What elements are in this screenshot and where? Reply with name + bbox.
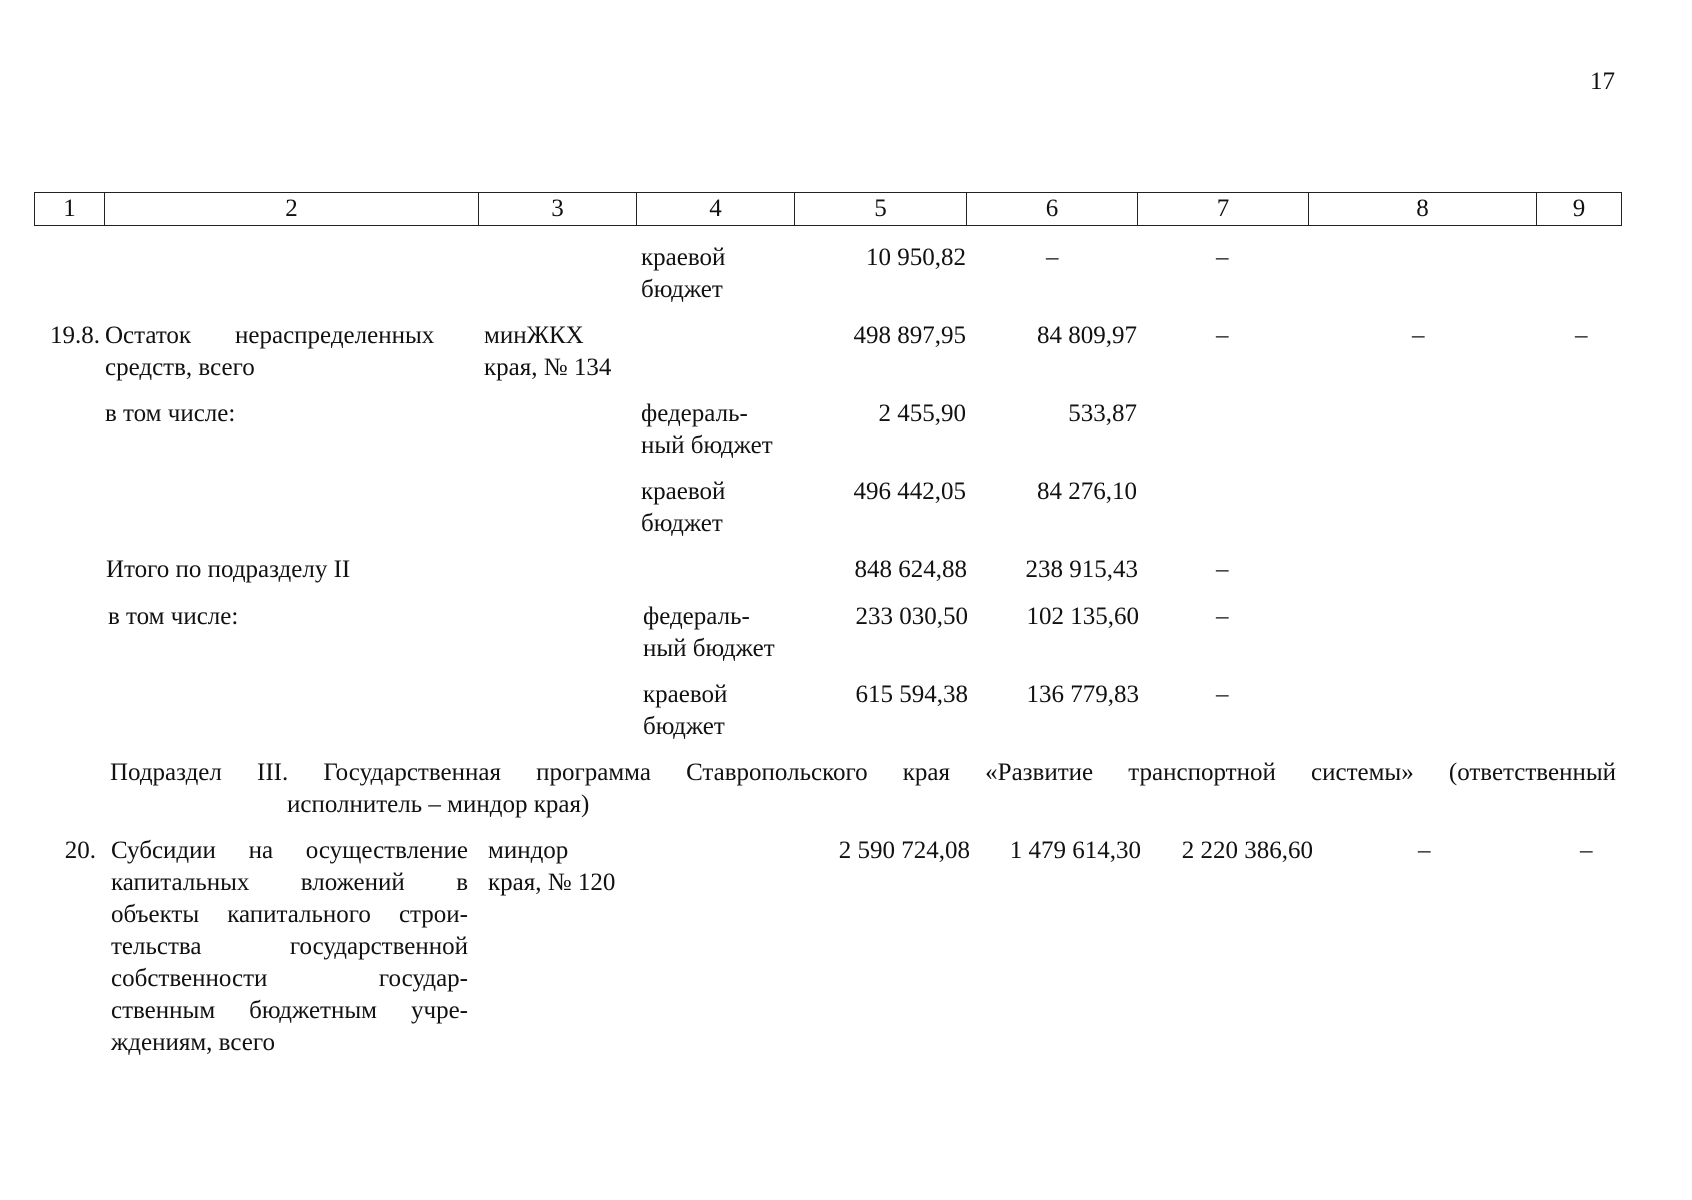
budget-label: федераль-	[641, 400, 748, 427]
dash-col9: –	[1575, 322, 1588, 349]
value-col5: 2 590 724,08	[838, 837, 970, 864]
item-name-line: собственности государ-	[111, 965, 468, 992]
value-col5: 10 950,82	[866, 244, 966, 271]
item-name-line: объекты капитального строи-	[111, 901, 468, 928]
value-col5: 615 594,38	[855, 681, 968, 708]
dash-col9: –	[1580, 837, 1593, 864]
column-header-4: 4	[637, 193, 795, 226]
item-name-line: ственным бюджетным учре-	[111, 997, 468, 1024]
executor: минЖКХ	[484, 322, 584, 349]
dash-col7: –	[1216, 681, 1229, 708]
value-col6: 84 276,10	[1037, 478, 1137, 505]
column-header-9: 9	[1537, 193, 1622, 226]
item-name: Остаток	[105, 322, 192, 349]
budget-label: федераль-	[643, 603, 750, 630]
executor: края, № 120	[488, 869, 616, 896]
subsection-heading: Подраздел III. Государственная программа Ставропольского края «Развитие транспортной системы» (ответственный	[110, 759, 1616, 786]
column-header-7: 7	[1138, 193, 1309, 226]
column-header-8: 8	[1309, 193, 1537, 226]
subtotal-label: Итого по подразделу II	[106, 556, 351, 583]
budget-label: краевой бюджет	[641, 244, 726, 303]
value-col7: 2 220 386,60	[1181, 837, 1313, 864]
column-header-1: 1	[35, 193, 105, 226]
value-col6: 533,87	[1068, 400, 1137, 427]
page-number: 17	[1590, 68, 1615, 95]
dash-col7: –	[1216, 603, 1229, 630]
value-col5: 233 030,50	[855, 603, 968, 630]
dash-col8: –	[1418, 837, 1431, 864]
item-name	[111, 835, 468, 1059]
column-header-2: 2	[105, 193, 479, 226]
item-name-line: тельства государственной	[111, 933, 468, 960]
item-name: нераспределенных	[235, 322, 435, 349]
column-header-table	[34, 192, 1622, 226]
item-name-line: капитальных вложений в	[111, 869, 468, 896]
subsection-heading: исполнитель – миндор края)	[287, 791, 590, 818]
dash-col6: –	[1046, 244, 1059, 271]
value-col6: 84 809,97	[1037, 322, 1137, 349]
value-col6: 136 779,83	[1026, 681, 1139, 708]
budget-label: краевой бюджет	[643, 681, 728, 740]
value-col6: 102 135,60	[1026, 603, 1139, 630]
including-label: в том числе:	[105, 400, 236, 427]
executor: миндор	[488, 837, 569, 864]
item-name-line: ждениям, всего	[111, 1029, 275, 1056]
budget-label: ный бюджет	[643, 635, 775, 662]
item-name-line: Субсидии на осуществление	[111, 837, 468, 864]
dash-col7: –	[1216, 556, 1229, 583]
budget-label: ный бюджет	[641, 432, 773, 459]
column-header-3: 3	[479, 193, 637, 226]
executor: края, № 134	[484, 354, 612, 381]
value-col6: 238 915,43	[1025, 556, 1138, 583]
row-number: 20.	[64, 837, 96, 864]
value-col5: 848 624,88	[854, 556, 967, 583]
column-header-5: 5	[795, 193, 967, 226]
item-name: средств, всего	[105, 354, 255, 381]
value-col5: 496 442,05	[853, 478, 966, 505]
including-label: в том числе:	[108, 603, 239, 630]
column-header-6: 6	[967, 193, 1138, 226]
dash-col7: –	[1216, 322, 1229, 349]
value-col5: 498 897,95	[853, 322, 966, 349]
value-col5: 2 455,90	[878, 400, 966, 427]
dash-col7: –	[1216, 244, 1229, 271]
value-col6: 1 479 614,30	[1009, 837, 1141, 864]
budget-label: краевой бюджет	[641, 478, 726, 537]
row-number: 19.8.	[50, 322, 100, 349]
dash-col8: –	[1412, 322, 1425, 349]
